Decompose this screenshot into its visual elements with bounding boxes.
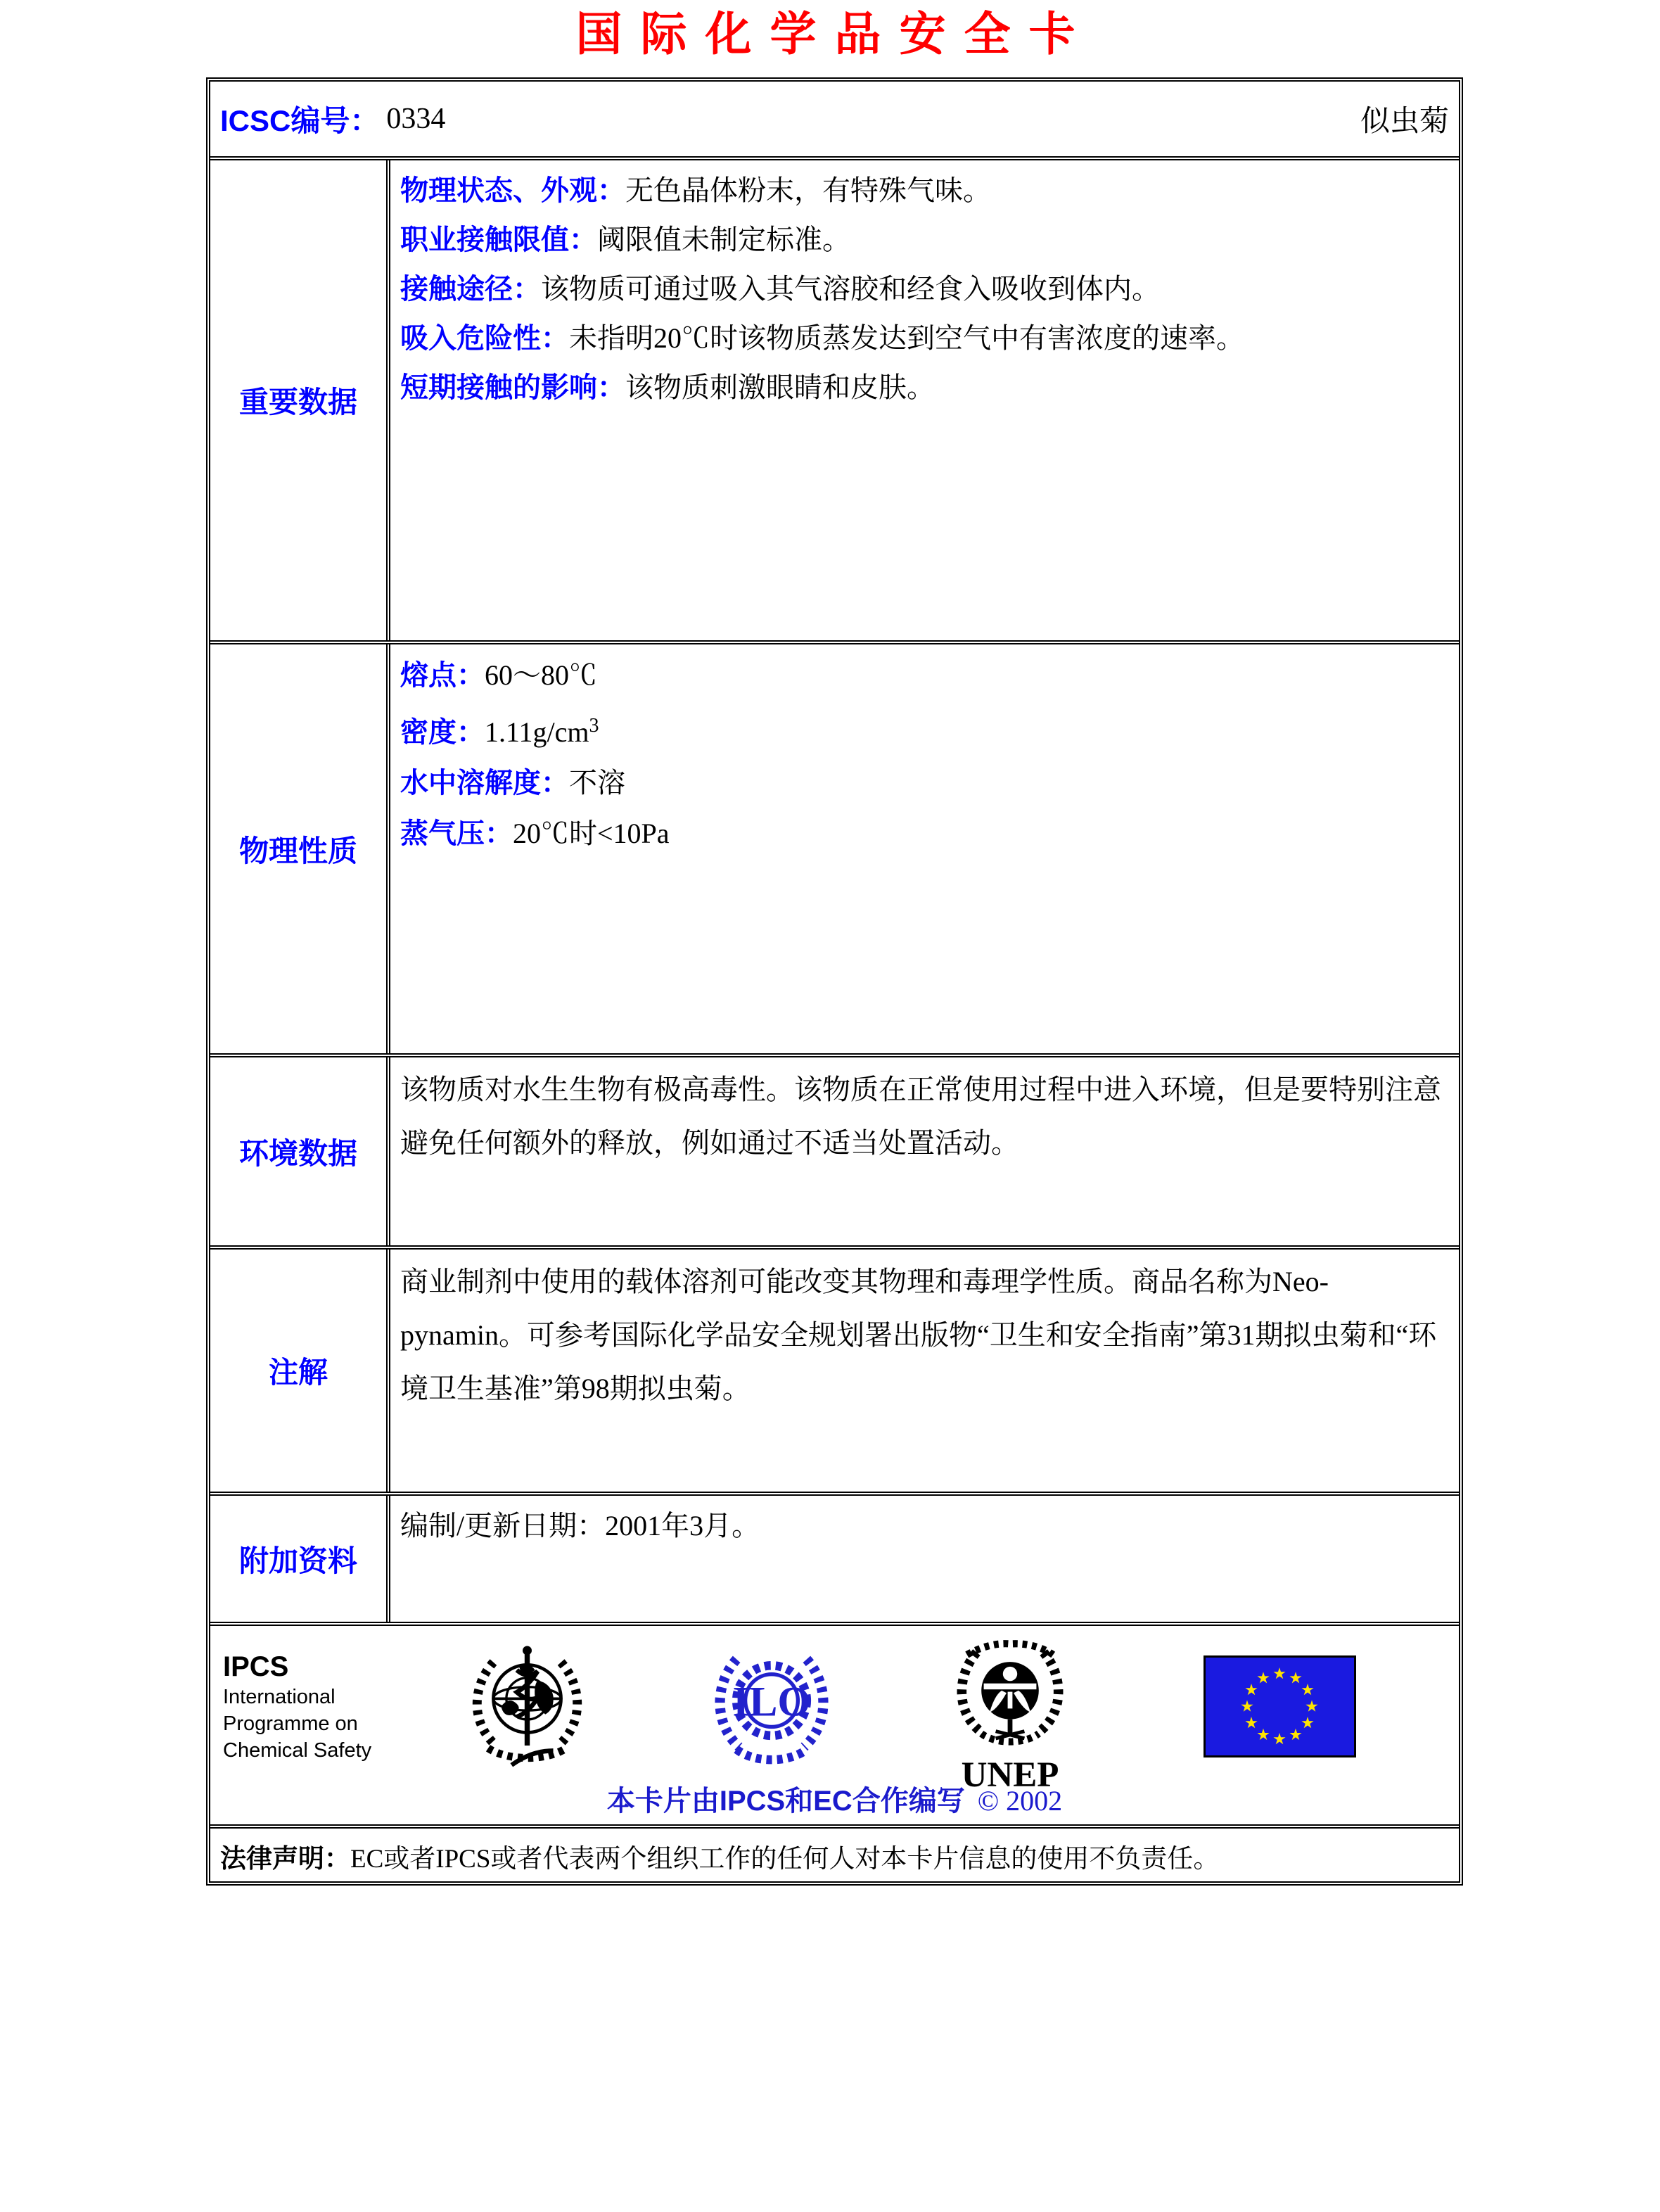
field-line: 熔点：60～80℃ <box>400 659 597 691</box>
section-label-environment: 环境数据 <box>210 1057 390 1245</box>
section-content-important <box>390 160 1459 640</box>
section-additional-info <box>210 1492 1459 1622</box>
field-line: 职业接触限值：阈限值未制定标准。 <box>400 224 850 255</box>
field-line: 密度：$1.11g/cm^3$ <box>400 715 599 748</box>
icsc-number-label: ICSC编号： <box>220 104 380 137</box>
section-label-physical: 物理性质 <box>210 644 390 1053</box>
section-content-environment <box>390 1057 1459 1245</box>
section-important-data <box>210 156 1459 640</box>
field-line: 吸入危险性：未指明20℃时该物质蒸发达到空气中有害浓度的速率。 <box>400 322 1244 354</box>
superscript: 3 <box>589 715 599 737</box>
icsc-number-value: 0334 <box>386 103 446 135</box>
field-line: 接触途径：该物质可通过吸入其气溶胶和经食入吸收到体内。 <box>400 273 1160 305</box>
notes-text: 商业制剂中使用的载体溶剂可能改变其物理和毒理学性质。商品名称为Neo-pynamin。可参考国际化学品安全规划署出版物“卫生和安全指南”第31期拟虫菊和“环境卫生基准”第98期拟虫菊。 <box>400 1266 1437 1404</box>
caption-text: 本卡片由IPCS和EC合作编写 <box>606 1786 965 1817</box>
environment-text: 该物质对水生生物有极高毒性。该物质在正常使用过程中进入环境，但是要特别注意避免任何额外的释放，例如通过不适当处置活动。 <box>400 1074 1441 1159</box>
section-physical-properties <box>210 640 1459 1053</box>
field-line: 编制/更新日期：2001年3月。 <box>400 1510 760 1542</box>
footer-caption <box>210 1779 1459 1819</box>
section-content-notes <box>390 1250 1459 1492</box>
section-label-notes: 注解 <box>210 1250 390 1492</box>
section-label-important: 重要数据 <box>210 160 390 640</box>
section-content-physical <box>390 644 1459 1053</box>
field-line: 物理状态、外观：无色晶体粉末，有特殊气味。 <box>400 174 991 206</box>
section-label-additional: 附加资料 <box>210 1496 390 1622</box>
section-notes <box>210 1245 1459 1492</box>
copyright-text: © 2002 <box>977 1785 1063 1817</box>
footer-logos-row <box>210 1622 1459 1824</box>
unep-logo-icon <box>950 1640 1070 1796</box>
field-line: 水中溶解度：不溶 <box>400 767 625 799</box>
page-title: 国际化学品安全卡 <box>575 9 1094 61</box>
svg-text:UNEP: UNEP <box>961 1755 1059 1795</box>
chemical-name: 似虫菊 <box>1360 106 1449 138</box>
legal-label: 法律声明： <box>220 1844 350 1873</box>
ilo-logo-icon <box>708 1644 835 1769</box>
section-content-additional <box>390 1496 1459 1622</box>
legal-row <box>210 1824 1459 1881</box>
field-line: 短期接触的影响：该物质刺激眼睛和皮肤。 <box>400 371 935 403</box>
ipcs-text-block: IPCS International Programme on Chemical Safety <box>223 1651 372 1762</box>
legal-text: EC或者IPCS或者代表两个组织工作的任何人对本卡片信息的使用不负责任。 <box>350 1845 1220 1874</box>
who-logo-icon <box>462 1641 592 1772</box>
section-environmental-data <box>210 1053 1459 1245</box>
icsc-card-table <box>206 77 1463 1886</box>
header-row <box>210 82 1459 156</box>
ipcs-acronym: IPCS <box>223 1651 289 1682</box>
svg-text:ILO: ILO <box>732 1678 811 1726</box>
field-line: 蒸气压：20℃时<10Pa <box>400 818 670 849</box>
eu-flag-icon <box>1204 1655 1356 1757</box>
